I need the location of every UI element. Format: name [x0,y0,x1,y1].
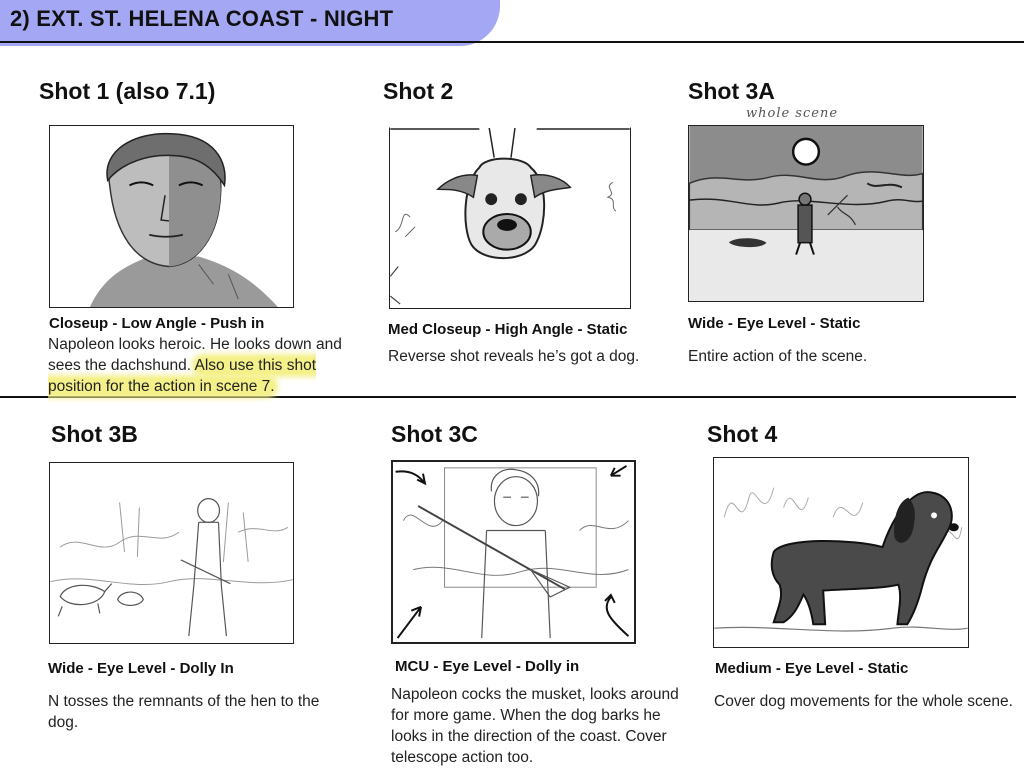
shot-1-title: Shot 1 (also 7.1) [39,78,216,104]
shot-2-frame [389,127,631,309]
moonlit-coast-sketch [689,126,923,301]
dog-face-sketch [390,128,630,308]
shot-2-title: Shot 2 [383,78,454,104]
shot-3a-frame [688,125,924,302]
scene-heading: 2) EXT. ST. HELENA COAST - NIGHT [10,6,394,31]
shot-1-spec: Closeup - Low Angle - Push in [49,315,265,332]
shot-3b-spec: Wide - Eye Level - Dolly In [48,660,234,677]
shot-3a-spec: Wide - Eye Level - Static [688,315,861,332]
shot-4-frame [713,457,969,648]
dachshund-standing-sketch [714,458,968,647]
shot-1-frame [49,125,294,308]
shot-3b-title: Shot 3B [51,421,138,447]
shot-1-highlighted-note: Also use this shot position for the action in scene 7. [48,357,316,395]
shot-3a-title: Shot 3A [688,78,775,104]
shot-2-description: Reverse shot reveals he’s got a dog. [388,348,640,365]
shot-3c-frame [391,460,636,644]
napoleon-with-dog-sketch [50,463,293,643]
top-divider [0,41,1024,43]
shot-4-title: Shot 4 [707,421,778,447]
shot-3c-description: Napoleon cocks the musket, looks around for more game. When the dog barks he looks in the direction of the coast. Cover telescope action too. [391,686,679,766]
shot-3b-frame [49,462,294,644]
shot-3a-note: whole scene [746,106,839,121]
shot-2-spec: Med Closeup - High Angle - Static [388,321,628,338]
shot-4-spec: Medium - Eye Level - Static [715,660,909,677]
shot-3c-title: Shot 3C [391,421,478,447]
shot-1-description-text: Napoleon looks heroic. He looks down and sees the dachshund. [48,336,342,374]
napoleon-musket-sketch [393,462,634,642]
napoleon-closeup-sketch [50,126,293,307]
shot-3c-spec: MCU - Eye Level - Dolly in [395,658,580,675]
shot-3a-description: Entire action of the scene. [688,348,868,365]
shot-4-description: Cover dog movements for the whole scene. [714,693,1013,710]
shot-1-description [48,334,348,397]
shot-3b-description: N tosses the remnants of the hen to the dog. [48,693,320,731]
